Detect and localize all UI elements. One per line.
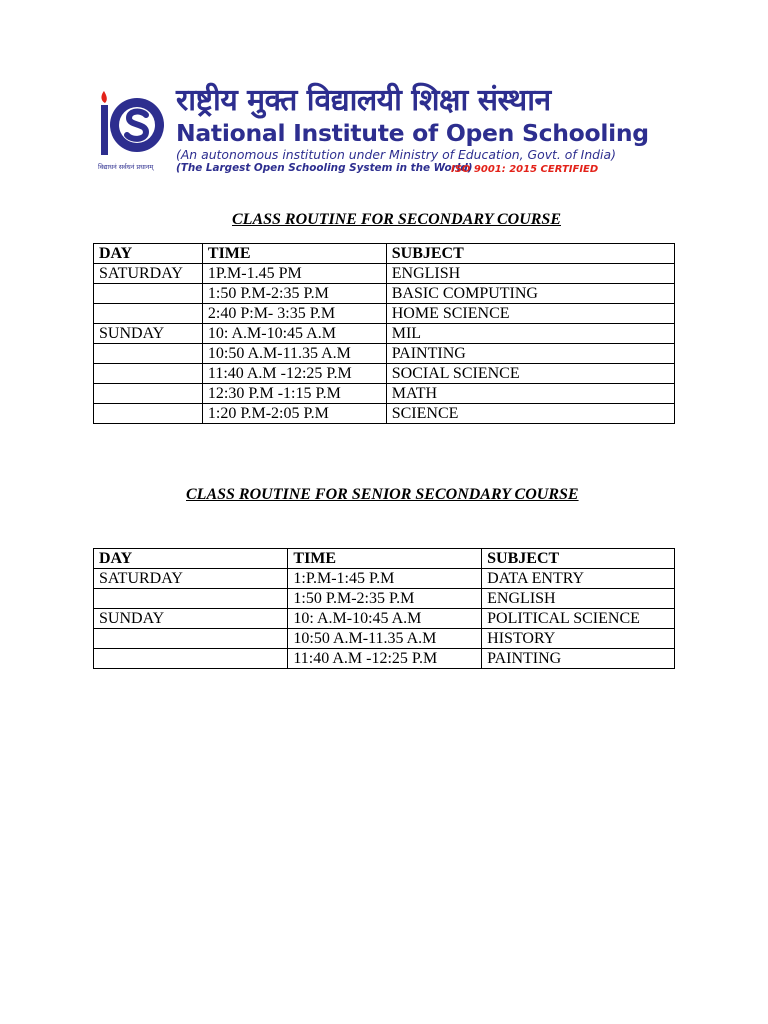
subject-cell: ENGLISH bbox=[482, 589, 675, 609]
time-cell: 11:40 A.M -12:25 P.M bbox=[288, 649, 482, 669]
subject-cell: BASIC COMPUTING bbox=[386, 284, 674, 304]
senior-secondary-routine-heading: CLASS ROUTINE FOR SENIOR SECONDARY COURSE bbox=[186, 486, 579, 503]
subject-cell: DATA ENTRY bbox=[482, 569, 675, 589]
table-row bbox=[94, 284, 675, 304]
subject-cell: MIL bbox=[386, 324, 674, 344]
day-cell bbox=[94, 404, 203, 424]
time-cell: 1P.M-1.45 PM bbox=[202, 264, 386, 284]
time-cell: 12:30 P.M -1:15 P.M bbox=[202, 384, 386, 404]
time-cell: 1:50 P.M-2:35 P.M bbox=[288, 589, 482, 609]
subject-cell: POLITICAL SCIENCE bbox=[482, 609, 675, 629]
time-cell: 10:50 A.M-11.35 A.M bbox=[202, 344, 386, 364]
column-header-subject: SUBJECT bbox=[386, 244, 674, 264]
day-cell: SUNDAY bbox=[94, 609, 288, 629]
table-row bbox=[94, 264, 675, 284]
table-row bbox=[94, 324, 675, 344]
subject-cell: PAINTING bbox=[386, 344, 674, 364]
table-row bbox=[94, 304, 675, 324]
column-header-time: TIME bbox=[202, 244, 386, 264]
day-cell bbox=[94, 364, 203, 384]
table-header-row bbox=[94, 244, 675, 264]
day-cell bbox=[94, 304, 203, 324]
institute-subtagline: (The Largest Open Schooling System in the World) bbox=[176, 162, 473, 174]
table-row bbox=[94, 344, 675, 364]
logo-motto: विद्याधनं सर्वधनं प्रधानम् bbox=[98, 163, 154, 171]
iso-certification: ISO 9001: 2015 CERTIFIED bbox=[451, 164, 599, 175]
time-cell: 10: A.M-10:45 A.M bbox=[202, 324, 386, 344]
subject-cell: SOCIAL SCIENCE bbox=[386, 364, 674, 384]
day-cell bbox=[94, 589, 288, 609]
day-cell: SATURDAY bbox=[94, 264, 203, 284]
column-header-time: TIME bbox=[288, 549, 482, 569]
institute-tagline: (An autonomous institution under Ministry of Education, Govt. of India) bbox=[176, 147, 616, 162]
subject-cell: PAINTING bbox=[482, 649, 675, 669]
subject-cell: HISTORY bbox=[482, 629, 675, 649]
table-header-row bbox=[94, 549, 675, 569]
time-cell: 2:40 P:M- 3:35 P.M bbox=[202, 304, 386, 324]
subject-cell: SCIENCE bbox=[386, 404, 674, 424]
table-row bbox=[94, 404, 675, 424]
time-cell: 10:50 A.M-11.35 A.M bbox=[288, 629, 482, 649]
institute-name-hindi: राष्ट्रीय मुक्त विद्यालयी शिक्षा संस्थान bbox=[176, 83, 551, 118]
table-row bbox=[94, 609, 675, 629]
senior-secondary-routine-table bbox=[93, 548, 675, 669]
time-cell: 1:P.M-1:45 P.M bbox=[288, 569, 482, 589]
time-cell: 11:40 A.M -12:25 P.M bbox=[202, 364, 386, 384]
table-row bbox=[94, 589, 675, 609]
time-cell: 1:20 P.M-2:05 P.M bbox=[202, 404, 386, 424]
institute-name-part1: National Institute of bbox=[176, 119, 446, 147]
day-cell bbox=[94, 344, 203, 364]
subject-cell: HOME SCIENCE bbox=[386, 304, 674, 324]
table-row bbox=[94, 629, 675, 649]
column-header-subject: SUBJECT bbox=[482, 549, 675, 569]
time-cell: 10: A.M-10:45 A.M bbox=[288, 609, 482, 629]
institute-name-english bbox=[176, 119, 649, 147]
day-cell: SATURDAY bbox=[94, 569, 288, 589]
institute-name-part2: Open Schooling bbox=[445, 119, 649, 147]
secondary-routine-table bbox=[93, 243, 675, 424]
day-cell bbox=[94, 384, 203, 404]
day-cell bbox=[94, 649, 288, 669]
column-header-day: DAY bbox=[94, 244, 203, 264]
time-cell: 1:50 P.M-2:35 P.M bbox=[202, 284, 386, 304]
table-row bbox=[94, 384, 675, 404]
secondary-routine-heading: CLASS ROUTINE FOR SECONDARY COURSE bbox=[232, 211, 561, 228]
day-cell bbox=[94, 284, 203, 304]
day-cell bbox=[94, 629, 288, 649]
day-cell: SUNDAY bbox=[94, 324, 203, 344]
column-header-day: DAY bbox=[94, 549, 288, 569]
nios-letterhead bbox=[96, 84, 676, 180]
table-row bbox=[94, 649, 675, 669]
subject-cell: ENGLISH bbox=[386, 264, 674, 284]
subject-cell: MATH bbox=[386, 384, 674, 404]
nios-logo-icon bbox=[96, 88, 168, 158]
table-row bbox=[94, 569, 675, 589]
table-row bbox=[94, 364, 675, 384]
